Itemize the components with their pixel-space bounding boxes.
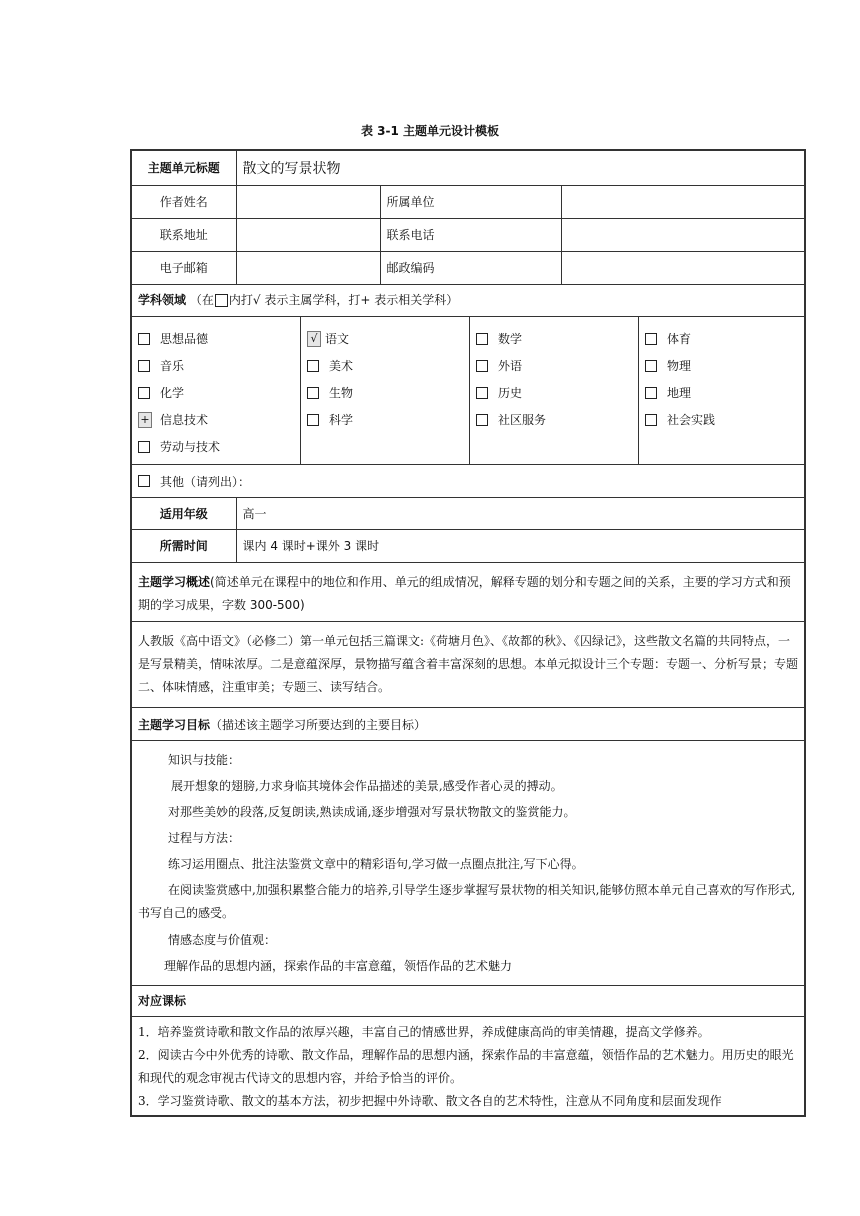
subject-header-post: 内打√ 表示主属学科，打+ 表示相关学科） bbox=[228, 293, 459, 307]
unit-label: 所属单位 bbox=[380, 185, 561, 218]
goals-body[interactable] bbox=[132, 740, 804, 985]
checkbox-icon bbox=[215, 294, 228, 307]
subject-label: 社区服务 bbox=[498, 413, 547, 427]
subject-label: 科学 bbox=[329, 413, 354, 427]
checkbox-icon[interactable] bbox=[645, 414, 657, 426]
goal-line: 练习运用圈点、批注法鉴赏文章中的精彩语句,学习做一点圈点批注,写下心得。 bbox=[168, 856, 584, 871]
subject-label: 数学 bbox=[498, 332, 523, 346]
checkbox-icon[interactable] bbox=[476, 414, 488, 426]
subject-header-title: 学科领域 bbox=[138, 293, 187, 307]
address-field[interactable] bbox=[236, 218, 380, 251]
checkbox-icon[interactable] bbox=[476, 333, 488, 345]
standard-item: 2．阅读古今中外优秀的诗歌、散文作品，理解作品的思想内涵，探索作品的丰富意蕴，领悟作品的艺术魅力。用历史的眼光和现代的观念审视古代诗文的思想内容，并给予恰当的评价。 bbox=[138, 1047, 794, 1085]
goals-instructions: （描述该主题学习所要达到的主要目标） bbox=[210, 717, 427, 732]
subject-other[interactable] bbox=[132, 464, 804, 497]
grade-label: 适用年级 bbox=[132, 498, 236, 530]
subject-item[interactable] bbox=[138, 379, 294, 406]
subject-item[interactable] bbox=[645, 379, 798, 406]
subject-item[interactable] bbox=[645, 325, 798, 352]
subject-item[interactable] bbox=[138, 352, 294, 379]
subject-header-pre: （在 bbox=[189, 293, 214, 307]
subject-item[interactable] bbox=[476, 352, 632, 379]
checkbox-icon[interactable] bbox=[138, 441, 150, 453]
goal-line: 情感态度与价值观： bbox=[168, 932, 277, 947]
postcode-field[interactable] bbox=[561, 251, 804, 284]
goal-line: 知识与技能： bbox=[168, 752, 241, 767]
subject-label: 思想品德 bbox=[160, 332, 209, 346]
goals-header bbox=[132, 707, 804, 740]
checkbox-icon[interactable] bbox=[645, 387, 657, 399]
time-label: 所需时间 bbox=[132, 530, 236, 562]
subject-column-1 bbox=[132, 317, 301, 464]
goals-title: 主题学习目标 bbox=[138, 717, 211, 732]
plus-checkbox-icon[interactable]: + bbox=[138, 412, 152, 428]
subject-column-3 bbox=[470, 317, 639, 464]
time-value[interactable]: 课内 4 课时+课外 3 课时 bbox=[236, 530, 804, 562]
standard-item: 3．学习鉴赏诗歌、散文的基本方法，初步把握中外诗歌、散文各自的艺术特性，注意从不同角度和层面发现作 bbox=[138, 1093, 722, 1108]
checkbox-icon[interactable] bbox=[476, 387, 488, 399]
checkbox-icon[interactable] bbox=[138, 475, 150, 487]
unit-field[interactable] bbox=[561, 185, 804, 218]
meta-table bbox=[132, 497, 804, 562]
subject-item[interactable] bbox=[138, 406, 294, 433]
goal-line: 展开想象的翅膀,力求身临其境体会作品描述的美景,感受作者心灵的搏动。 bbox=[171, 778, 563, 793]
subject-label: 音乐 bbox=[160, 359, 185, 373]
subject-item[interactable] bbox=[307, 352, 463, 379]
overview-header bbox=[132, 562, 804, 621]
overview-instructions: (简述单元在课程中的地位和作用、单元的组成情况，解释专题的划分和专题之间的关系，主要的学习方式和预期的学习成果，字数 300-500) bbox=[138, 574, 791, 612]
check-mark-checkbox-icon[interactable]: √ bbox=[307, 331, 321, 347]
checkbox-icon[interactable] bbox=[307, 387, 319, 399]
table-caption: 表 3-1 主题单元设计模板 bbox=[360, 124, 500, 138]
subject-label: 信息技术 bbox=[160, 413, 209, 427]
goal-line: 过程与方法： bbox=[168, 830, 241, 845]
subject-item[interactable] bbox=[307, 406, 463, 433]
overview-body[interactable]: 人教版《高中语文》（必修二）第一单元包括三篇课文:《荷塘月色》、《故都的秋》、《囚绿记》，这些散文名篇的共同特点，一是写景精美，情味浓厚。二是意蕴深厚，景物描写蕴含着丰富深刻的思想。本单元拟设计三个专题：专题一、分析写景；专题二、体味情感，注重审美；专题三、读写结合。 bbox=[132, 621, 804, 707]
subject-item[interactable] bbox=[138, 325, 294, 352]
author-field[interactable] bbox=[236, 185, 380, 218]
subject-item[interactable] bbox=[307, 325, 463, 352]
standards-body[interactable] bbox=[132, 1016, 804, 1115]
subject-label: 化学 bbox=[160, 386, 185, 400]
subject-label: 美术 bbox=[329, 359, 354, 373]
checkbox-icon[interactable] bbox=[307, 360, 319, 372]
phone-label: 联系电话 bbox=[380, 218, 561, 251]
info-table bbox=[132, 151, 804, 284]
subject-header bbox=[132, 284, 804, 316]
subject-label: 语文 bbox=[325, 332, 350, 346]
checkbox-icon[interactable] bbox=[138, 333, 150, 345]
goal-line: 在阅读鉴赏感中,加强积累整合能力的培养,引导学生逐步掌握写景状物的相关知识,能够仿照本单元自己喜欢的写作形式,书写自己的感受。 bbox=[138, 882, 796, 920]
address-label: 联系地址 bbox=[132, 218, 236, 251]
checkbox-icon[interactable] bbox=[307, 414, 319, 426]
checkbox-icon[interactable] bbox=[645, 360, 657, 372]
subject-column-4 bbox=[639, 317, 804, 464]
goal-line: 理解作品的思想内涵，探索作品的丰富意蕴，领悟作品的艺术魅力 bbox=[164, 958, 513, 973]
subject-grid bbox=[132, 316, 804, 464]
topic-value[interactable]: 散文的写景状物 bbox=[236, 151, 804, 185]
subject-label: 劳动与技术 bbox=[160, 440, 221, 454]
checkbox-icon[interactable] bbox=[476, 360, 488, 372]
subject-label: 生物 bbox=[329, 386, 354, 400]
checkbox-icon[interactable] bbox=[645, 333, 657, 345]
subject-item[interactable] bbox=[645, 352, 798, 379]
standard-item: 1．培养鉴赏诗歌和散文作品的浓厚兴趣，丰富自己的情感世界，养成健康高尚的审美情趣，提高文学修养。 bbox=[138, 1024, 710, 1039]
subject-label: 体育 bbox=[667, 332, 692, 346]
checkbox-icon[interactable] bbox=[138, 387, 150, 399]
subject-item[interactable] bbox=[645, 406, 798, 433]
checkbox-icon[interactable] bbox=[138, 360, 150, 372]
subject-label: 外语 bbox=[498, 359, 523, 373]
subject-other-label: 其他（请列出）： bbox=[160, 474, 251, 489]
postcode-label: 邮政编码 bbox=[380, 251, 561, 284]
overview-title: 主题学习概述 bbox=[138, 574, 211, 589]
goal-line: 对那些美妙的段落,反复朗读,熟读成诵,逐步增强对写景状物散文的鉴赏能力。 bbox=[168, 804, 576, 819]
grade-value[interactable]: 高一 bbox=[236, 498, 804, 530]
subject-label: 地理 bbox=[667, 386, 692, 400]
subject-item[interactable] bbox=[138, 433, 294, 460]
topic-label: 主题单元标题 bbox=[132, 151, 236, 185]
subject-label: 历史 bbox=[498, 386, 523, 400]
subject-label: 物理 bbox=[667, 359, 692, 373]
subject-column-2 bbox=[301, 317, 470, 464]
subject-item[interactable] bbox=[476, 325, 632, 352]
phone-field[interactable] bbox=[561, 218, 804, 251]
subject-item[interactable] bbox=[476, 379, 632, 406]
subject-item[interactable] bbox=[307, 379, 463, 406]
email-label: 电子邮箱 bbox=[132, 251, 236, 284]
subject-item[interactable] bbox=[476, 406, 632, 433]
email-field[interactable] bbox=[236, 251, 380, 284]
unit-design-form bbox=[130, 149, 806, 1117]
standards-title: 对应课标 bbox=[132, 985, 804, 1016]
author-label: 作者姓名 bbox=[132, 185, 236, 218]
subject-label: 社会实践 bbox=[667, 413, 716, 427]
